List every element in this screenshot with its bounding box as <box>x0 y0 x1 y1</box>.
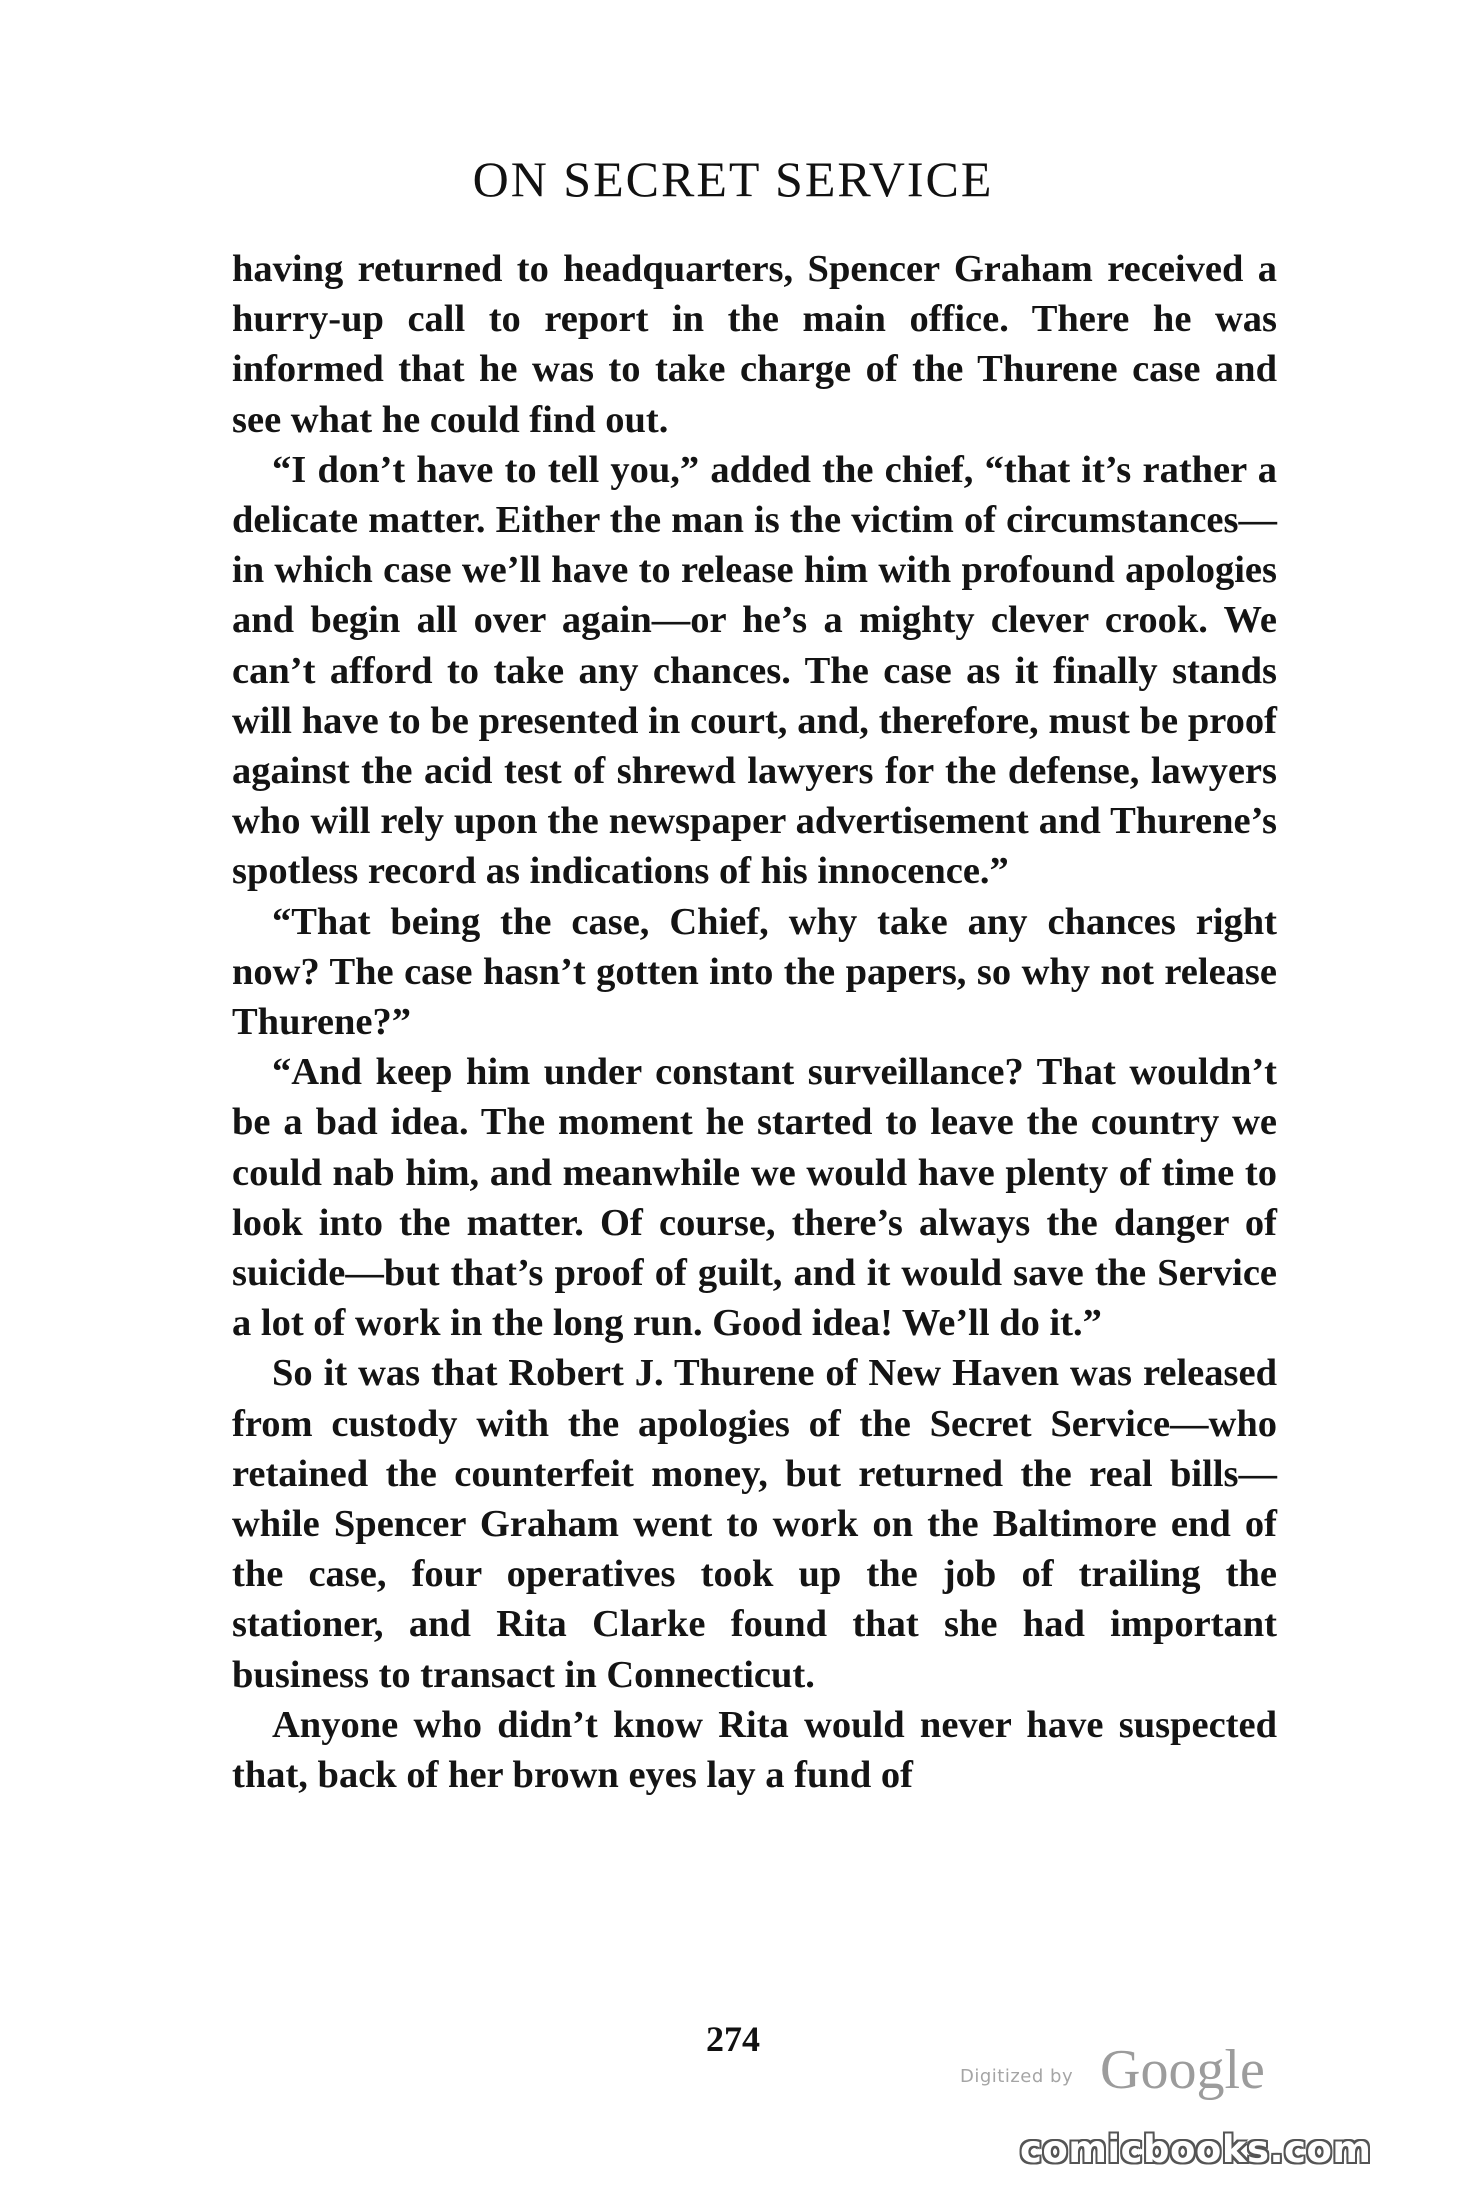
paragraph-5: So it was that Robert J. Thurene of New Haven was released from custody with the apologies of the Secret Service—who retained the counterfeit money, but returned the real bills—while Spencer Graham went to work on the Baltimore end of the case, four operatives took up the job of trailing the stationer, and Rita Clarke found that she had important business to transact in Connecticut. <box>232 1352 1277 1696</box>
body-text <box>232 244 1277 1800</box>
watermark-prefix: Digitized by <box>960 2066 1074 2087</box>
digitized-watermark <box>960 2038 1280 2101</box>
paragraph-6: Anyone who didn’t know Rita would never have suspected that, back of her brown eyes lay a fund of <box>232 1703 1277 1797</box>
site-watermark: comicbooks.com <box>1020 2128 1372 2171</box>
page-number: 274 <box>706 2019 760 2059</box>
running-head: ON SECRET SERVICE <box>472 151 994 207</box>
paragraph-3: “That being the case, Chief, why take any chances right now? The case hasn’t gotten into the papers, so why not release Thurene?” <box>232 900 1277 1044</box>
watermark-brand: Google <box>1100 2039 1265 2101</box>
paragraph-2: “I don’t have to tell you,” added the chief, “that it’s rather a delicate matter. Either the man is the victim of circumstances—in which case we’ll have to release him with profound apologies and begin all over again—or he’s a mighty clever crook. We can’t afford to take any chances. The case as it finally stands will have to be presented in court, and, therefore, must be proof against the acid test of shrewd lawyers for the defense, lawyers who will rely upon the newspaper advertisement and Thurene’s spotless record as indications of his innocence.” <box>232 448 1277 893</box>
paragraph-1: having returned to headquarters, Spencer Graham received a hurry-up call to report in the main office. There he was informed that he was to take charge of the Thurene case and see what he could find out. <box>232 248 1277 441</box>
paragraph-4: “And keep him under constant surveillance? That wouldn’t be a bad idea. The moment he started to leave the country we could nab him, and meanwhile we would have plenty of time to look into the matter. Of course, there’s always the danger of suicide—but that’s proof of guilt, and it would save the Service a lot of work in the long run. Good idea! We’ll do it.” <box>232 1051 1277 1345</box>
